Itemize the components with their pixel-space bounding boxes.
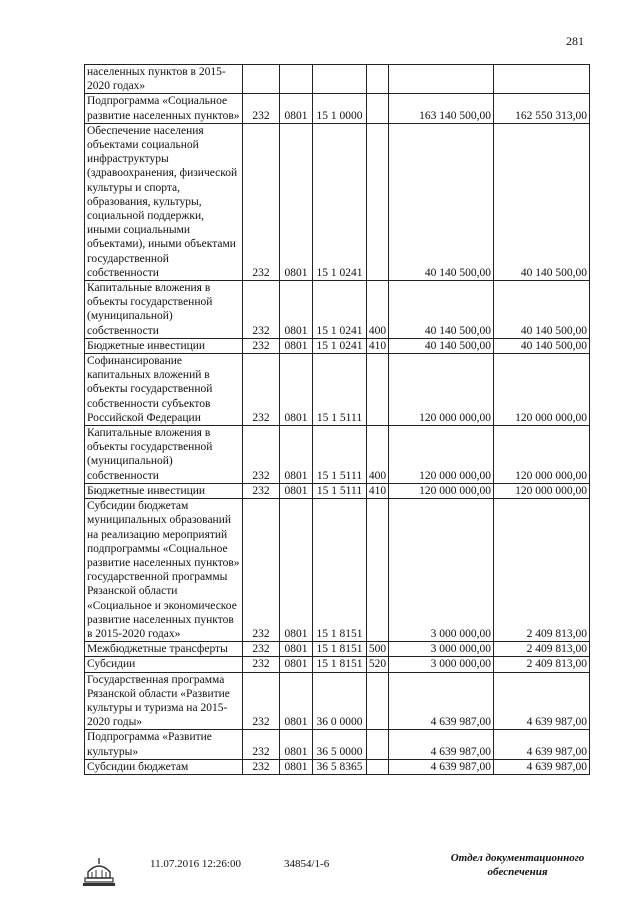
row-amount-executed: 40 140 500,00	[494, 338, 590, 353]
table-row	[85, 65, 590, 94]
row-amount-approved: 3 000 000,00	[389, 657, 494, 672]
row-amount-executed: 120 000 000,00	[494, 426, 590, 484]
row-target-code: 15 1 0241	[313, 123, 367, 280]
row-amount-approved: 120 000 000,00	[389, 426, 494, 484]
row-amount-approved: 4 639 987,00	[389, 759, 494, 774]
row-target-code	[313, 65, 367, 94]
row-name: Бюджетные инвестиции	[85, 338, 243, 353]
row-admin-code: 232	[243, 426, 280, 484]
row-section-code	[280, 65, 313, 94]
row-section-code: 0801	[280, 759, 313, 774]
table-row	[85, 759, 590, 774]
table-row	[85, 338, 590, 353]
row-amount-executed: 2 409 813,00	[494, 657, 590, 672]
row-amount-approved: 40 140 500,00	[389, 338, 494, 353]
row-admin-code	[243, 65, 280, 94]
row-target-code: 15 1 8151	[313, 657, 367, 672]
row-name: Государственная программа Рязанской области «Развитие культуры и туризма на 2015-2020 годы»	[85, 672, 243, 730]
table-row	[85, 672, 590, 730]
row-amount-approved: 3 000 000,00	[389, 642, 494, 657]
row-section-code: 0801	[280, 281, 313, 339]
row-amount-executed: 2 409 813,00	[494, 499, 590, 642]
table-row	[85, 730, 590, 759]
row-section-code: 0801	[280, 483, 313, 498]
row-expense-type	[367, 123, 389, 280]
table-row	[85, 483, 590, 498]
row-target-code: 15 1 8151	[313, 642, 367, 657]
row-name: населенных пунктов в 2015-2020 годах»	[85, 65, 243, 94]
row-admin-code: 232	[243, 657, 280, 672]
row-expense-type: 400	[367, 426, 389, 484]
budget-table-body	[85, 65, 590, 775]
row-amount-executed: 120 000 000,00	[494, 483, 590, 498]
row-target-code: 15 1 5111	[313, 483, 367, 498]
row-admin-code: 232	[243, 759, 280, 774]
row-expense-type	[367, 65, 389, 94]
row-target-code: 36 5 0000	[313, 730, 367, 759]
row-target-code: 15 1 0000	[313, 94, 367, 123]
row-amount-executed: 4 639 987,00	[494, 672, 590, 730]
row-section-code: 0801	[280, 354, 313, 426]
row-name: Капитальные вложения в объекты государственной (муниципальной) собственности	[85, 281, 243, 339]
row-target-code: 15 1 8151	[313, 499, 367, 642]
row-name: Субсидии бюджетам муниципальных образований на реализацию мероприятий подпрограммы «Социальное развитие населенных пунктов» государственной программы Рязанской области «Социальное и экономическое развитие населенных пунктов в 2015-2020 годах»	[85, 499, 243, 642]
row-section-code: 0801	[280, 426, 313, 484]
row-section-code: 0801	[280, 94, 313, 123]
row-target-code: 15 1 0241	[313, 338, 367, 353]
footer-doc-code: 34854/1-6	[284, 858, 330, 870]
footer-department: Отдел документационного обеспечения	[450, 852, 585, 878]
row-admin-code: 232	[243, 338, 280, 353]
page-number: 281	[566, 34, 584, 48]
row-amount-executed: 4 639 987,00	[494, 759, 590, 774]
row-target-code: 15 1 5111	[313, 426, 367, 484]
row-expense-type: 400	[367, 281, 389, 339]
row-expense-type	[367, 499, 389, 642]
row-amount-executed	[494, 65, 590, 94]
row-expense-type	[367, 759, 389, 774]
row-section-code: 0801	[280, 642, 313, 657]
budget-table	[84, 64, 590, 775]
row-expense-type	[367, 672, 389, 730]
table-row	[85, 657, 590, 672]
row-name: Межбюджетные трансферты	[85, 642, 243, 657]
table-row	[85, 354, 590, 426]
row-amount-executed: 162 550 313,00	[494, 94, 590, 123]
row-amount-approved: 120 000 000,00	[389, 483, 494, 498]
row-expense-type	[367, 354, 389, 426]
row-amount-approved: 4 639 987,00	[389, 730, 494, 759]
table-row	[85, 123, 590, 280]
row-section-code: 0801	[280, 730, 313, 759]
row-target-code: 36 0 0000	[313, 672, 367, 730]
row-admin-code: 232	[243, 642, 280, 657]
row-amount-approved: 3 000 000,00	[389, 499, 494, 642]
row-amount-executed: 40 140 500,00	[494, 123, 590, 280]
row-admin-code: 232	[243, 483, 280, 498]
row-name: Субсидии бюджетам	[85, 759, 243, 774]
row-expense-type: 520	[367, 657, 389, 672]
row-expense-type: 500	[367, 642, 389, 657]
row-amount-executed: 4 639 987,00	[494, 730, 590, 759]
row-amount-executed: 120 000 000,00	[494, 354, 590, 426]
row-amount-approved	[389, 65, 494, 94]
row-target-code: 15 1 0241	[313, 281, 367, 339]
row-name: Подпрограмма «Социальное развитие населенных пунктов»	[85, 94, 243, 123]
row-name: Подпрограмма «Развитие культуры»	[85, 730, 243, 759]
duma-emblem-icon	[82, 856, 116, 888]
row-admin-code: 232	[243, 672, 280, 730]
row-expense-type: 410	[367, 483, 389, 498]
row-name: Капитальные вложения в объекты государственной (муниципальной) собственности	[85, 426, 243, 484]
row-admin-code: 232	[243, 123, 280, 280]
row-admin-code: 232	[243, 730, 280, 759]
row-section-code: 0801	[280, 123, 313, 280]
row-amount-executed: 2 409 813,00	[494, 642, 590, 657]
table-row	[85, 94, 590, 123]
row-expense-type: 410	[367, 338, 389, 353]
row-amount-approved: 40 140 500,00	[389, 123, 494, 280]
row-admin-code: 232	[243, 354, 280, 426]
row-section-code: 0801	[280, 338, 313, 353]
row-amount-approved: 40 140 500,00	[389, 281, 494, 339]
row-section-code: 0801	[280, 657, 313, 672]
row-amount-approved: 120 000 000,00	[389, 354, 494, 426]
row-admin-code: 232	[243, 94, 280, 123]
table-row	[85, 281, 590, 339]
row-admin-code: 232	[243, 281, 280, 339]
row-admin-code: 232	[243, 499, 280, 642]
row-name: Бюджетные инвестиции	[85, 483, 243, 498]
table-row	[85, 642, 590, 657]
row-expense-type	[367, 730, 389, 759]
row-section-code: 0801	[280, 499, 313, 642]
row-amount-executed: 40 140 500,00	[494, 281, 590, 339]
row-name: Софинансирование капитальных вложений в объекты государственной собственности субъектов Российской Федерации	[85, 354, 243, 426]
row-expense-type	[367, 94, 389, 123]
footer-datetime: 11.07.2016 12:26:00	[150, 858, 241, 870]
row-amount-approved: 163 140 500,00	[389, 94, 494, 123]
row-target-code: 15 1 5111	[313, 354, 367, 426]
row-section-code: 0801	[280, 672, 313, 730]
row-target-code: 36 5 8365	[313, 759, 367, 774]
table-row	[85, 426, 590, 484]
table-row	[85, 499, 590, 642]
row-name: Обеспечение населения объектами социальной инфраструктуры (здравоохранения, физической культуры и спорта, образования, культуры, социальной поддержки, иными социальными объектами), иными объектами государственной собственности	[85, 123, 243, 280]
row-amount-approved: 4 639 987,00	[389, 672, 494, 730]
row-name: Субсидии	[85, 657, 243, 672]
